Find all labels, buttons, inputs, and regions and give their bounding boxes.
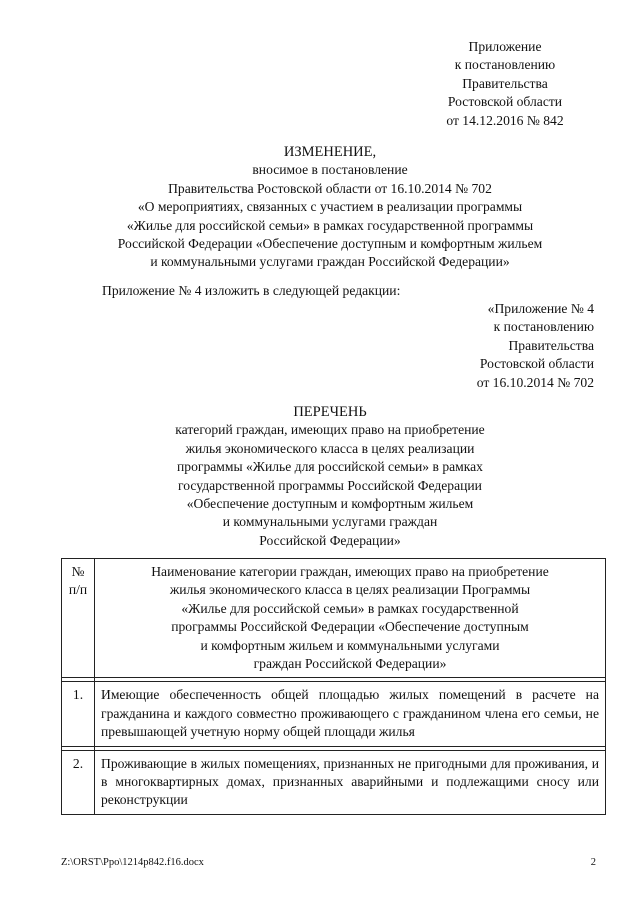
header-name-line: программы Российской Федерации «Обеспечение доступным <box>171 619 529 635</box>
change-title-block <box>60 143 600 272</box>
list-line: и коммунальными услугами граждан <box>222 514 438 530</box>
appendix-4-line: «Приложение № 4 <box>487 301 594 316</box>
appendix-line: к постановлению <box>454 57 556 73</box>
header-number-label: п/п <box>68 582 88 598</box>
header-name-line: «Жилье для российской семьи» в рамках государственной <box>181 600 519 616</box>
appendix-line: Правительства <box>462 75 548 91</box>
header-name-line: жилья экономического класса в целях реализации Программы <box>169 582 531 598</box>
list-line: жилья экономического класса в целях реализации <box>185 440 475 456</box>
change-line: Российской Федерации «Обеспечение доступным и комфортным жильем <box>117 236 543 252</box>
header-number-label: № <box>71 564 85 579</box>
list-line: государственной программы Российской Федерации <box>178 477 482 493</box>
appendix-line: Приложение <box>468 39 542 54</box>
appendix-4-line: Правительства <box>508 337 594 353</box>
list-line: категорий граждан, имеющих право на приобретение <box>175 422 485 438</box>
header-number-cell <box>62 559 95 678</box>
appendix-4-reference <box>477 300 594 392</box>
list-heading: ПЕРЕЧЕНЬ <box>293 404 367 420</box>
table-row <box>62 682 606 746</box>
appendix-line: Ростовской области <box>447 94 563 110</box>
footer-file-path: Z:\ORST\Ppo\1214p842.f16.docx <box>61 857 204 868</box>
appendix-4-line: от 16.10.2014 № 702 <box>476 374 594 390</box>
table-row <box>62 750 606 814</box>
header-name-line: Наименование категории граждан, имеющих право на приобретение <box>151 564 549 579</box>
list-line: «Обеспечение доступным и комфортным жильем <box>186 496 474 512</box>
appendix-reference <box>410 38 600 130</box>
categories-table <box>61 558 606 815</box>
row-text: Проживающие в жилых помещениях, признанных не пригодными для проживания, и в многоквартирных домах, признанных аварийными и подлежащими сносу или реконструкции <box>95 750 606 814</box>
row-number: 1. <box>62 682 95 746</box>
change-line: «О мероприятиях, связанных с участием в реализации программы <box>137 199 523 215</box>
row-text: Имеющие обеспеченность общей площадью жилых помещений в расчете на гражданина и каждого совместно проживающего с гражданином члена его семьи, не превышающей учетную норму общей площади жилья <box>95 682 606 746</box>
change-line: вносимое в постановление <box>252 162 408 178</box>
change-line: Правительства Ростовской области от 16.10.2014 № 702 <box>168 180 492 196</box>
table-header-row <box>62 559 606 678</box>
change-line: и коммунальными услугами граждан Российской Федерации» <box>150 254 510 270</box>
list-line: Российской Федерации» <box>259 532 401 548</box>
header-name-line: граждан Российской Федерации» <box>253 656 447 672</box>
header-name-cell <box>95 559 606 678</box>
appendix-4-line: Ростовской области <box>479 356 594 372</box>
row-number: 2. <box>62 750 95 814</box>
footer-page-number: 2 <box>590 857 596 868</box>
change-heading: ИЗМЕНЕНИЕ, <box>283 144 377 160</box>
list-line: программы «Жилье для российской семьи» в рамках <box>177 459 483 475</box>
intro-paragraph: Приложение № 4 изложить в следующей редакции: <box>102 283 401 298</box>
appendix-line: от 14.12.2016 № 842 <box>446 112 564 128</box>
header-name-line: и комфортным жильем и коммунальными услугами <box>200 637 500 653</box>
change-line: «Жилье для российской семьи» в рамках государственной программы <box>126 217 534 233</box>
appendix-4-line: к постановлению <box>493 319 594 335</box>
list-title-block <box>60 403 600 550</box>
